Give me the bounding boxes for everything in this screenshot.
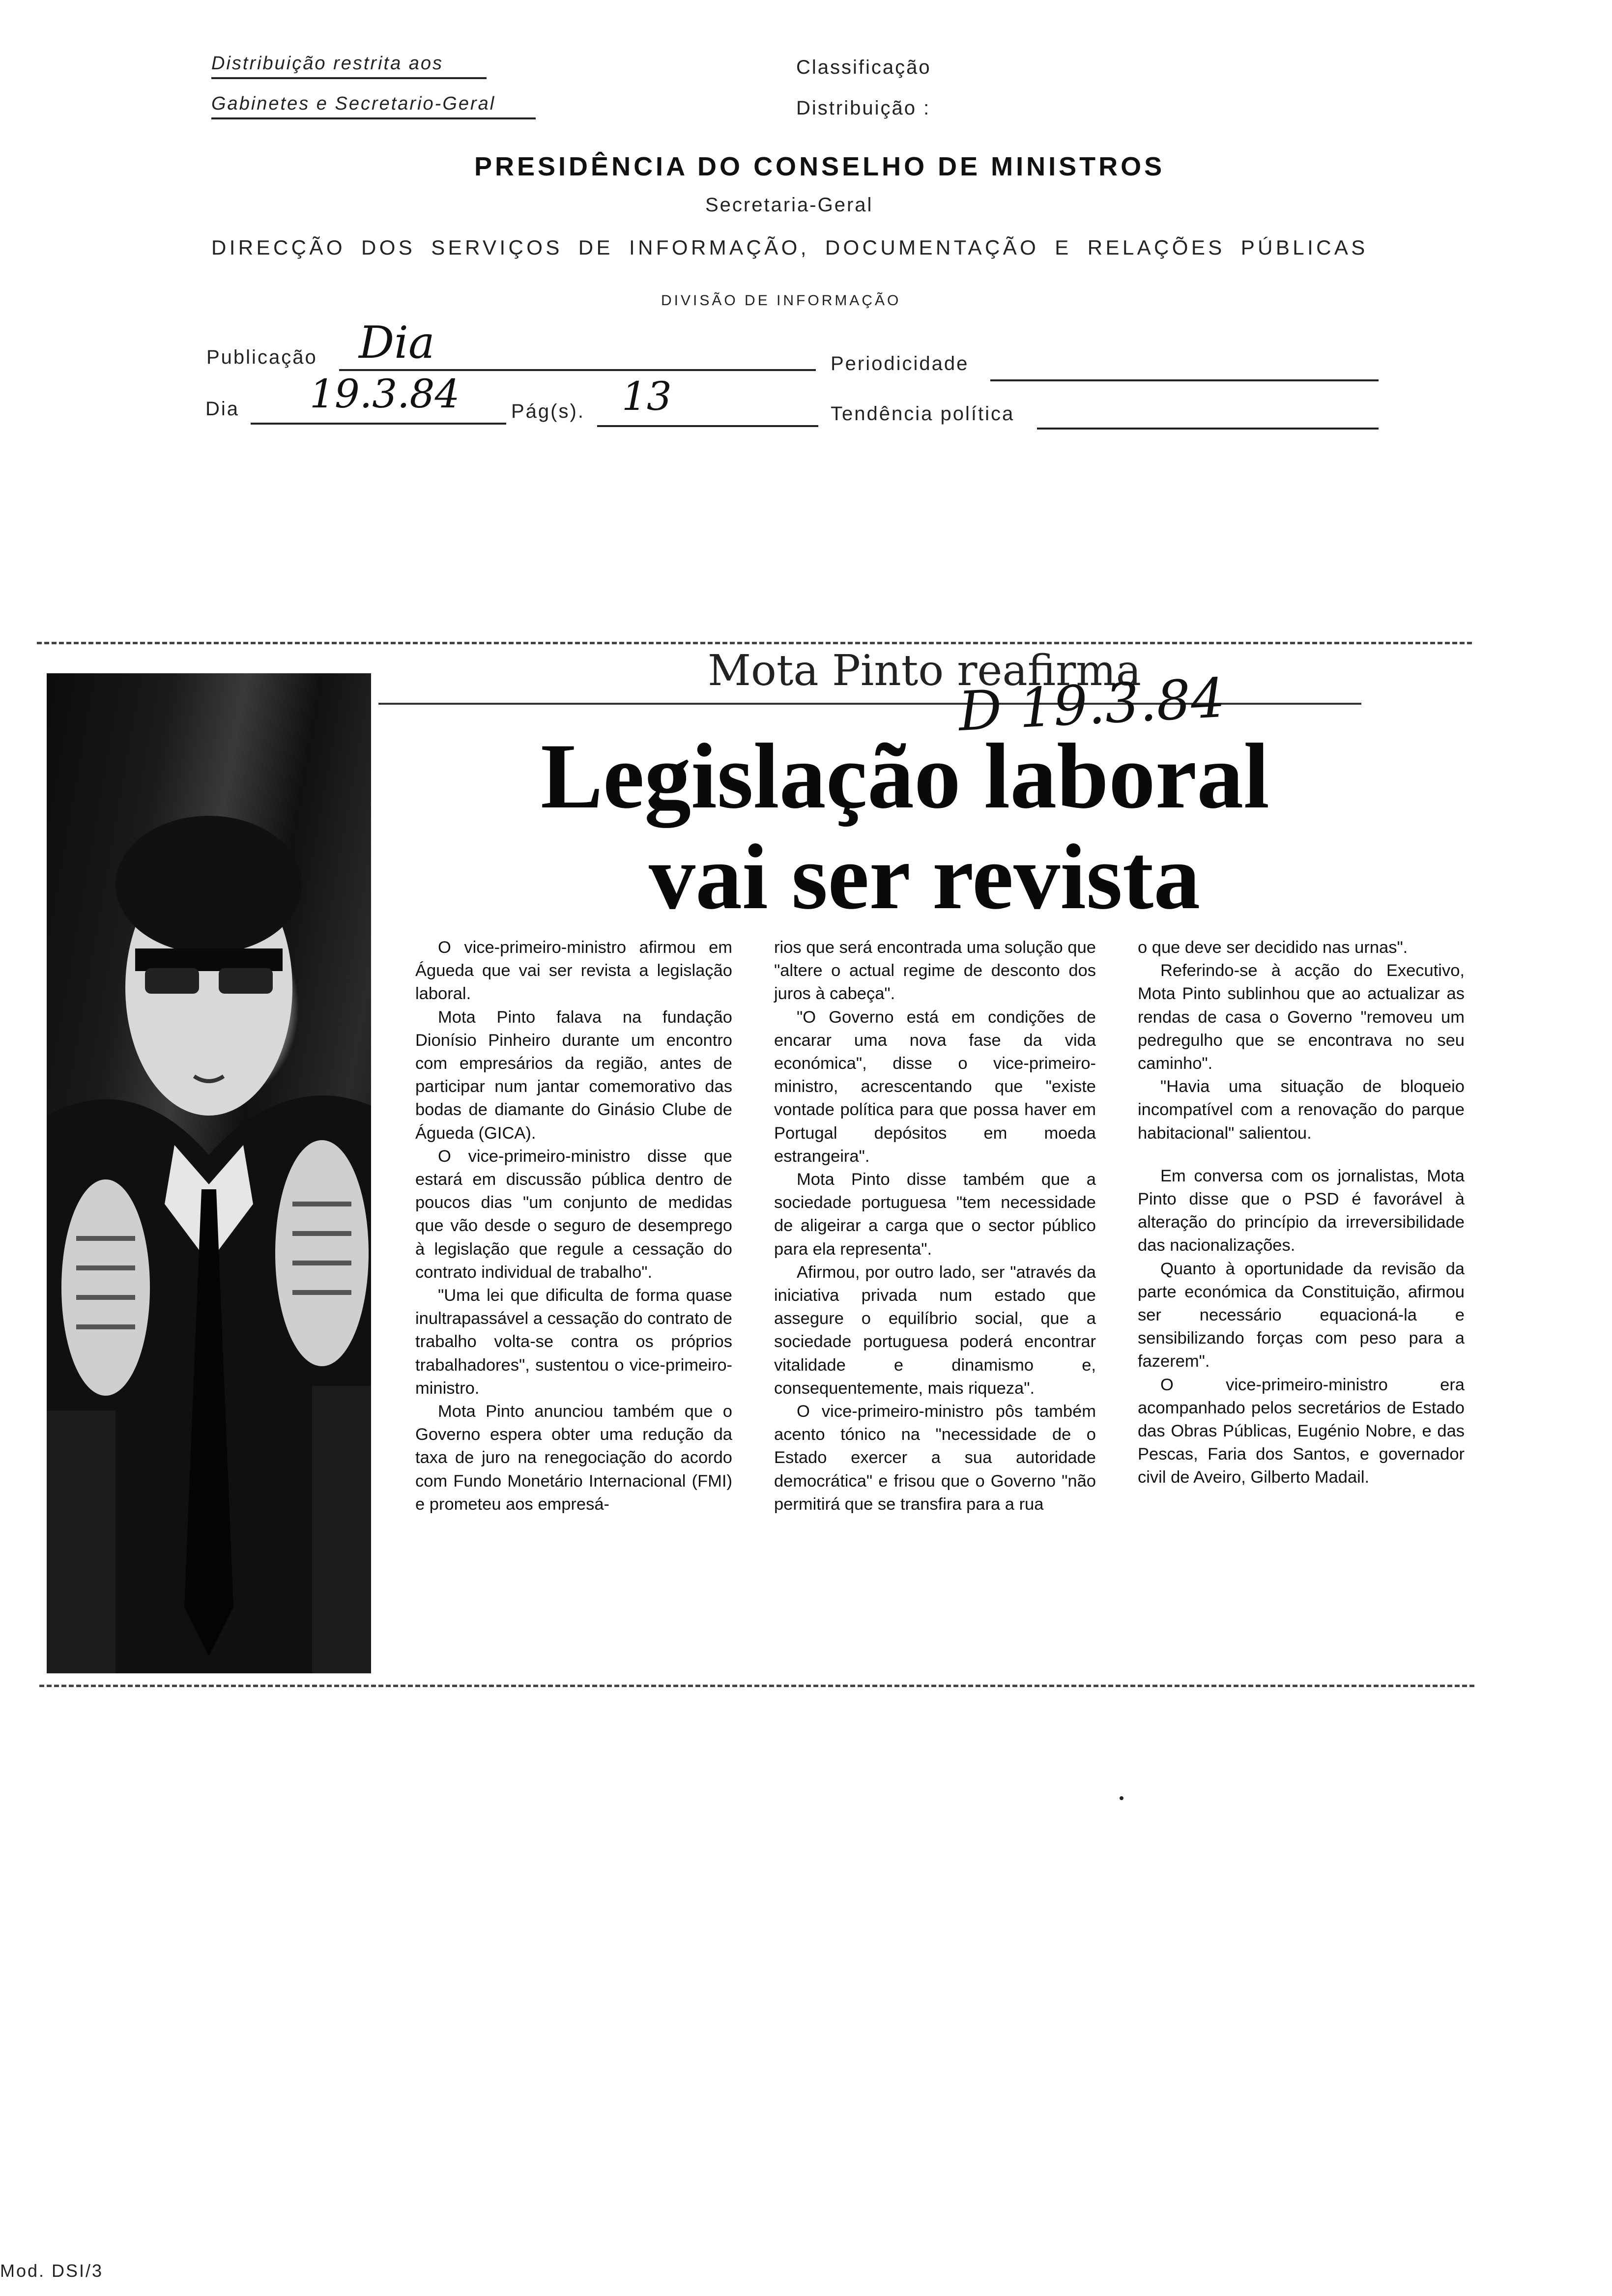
publication-value: Dia [359,317,435,369]
col1-paragraph: "Uma lei que dificulta de forma quase inultrapassável a cessação do contrato de trabalho volta-se contra os próprios trabalhadores", sustentou o vice-primeiro-ministro. [415,1286,732,1398]
periodicity-field [990,354,1379,381]
secretariat: Secretaria-Geral [705,194,873,216]
org-title: PRESIDÊNCIA DO CONSELHO DE MINISTROS [474,152,1165,181]
col2-paragraph: rios que será encontrada uma solução que "altere o actual regime de desconto dos juros à cabeça". [774,938,1096,1004]
directorate: DIRECÇÃO DOS SERVIÇOS DE INFORMAÇÃO, DOCUMENTAÇÃO E RELAÇÕES PÚBLICAS [211,236,1368,259]
pages-field [597,373,818,427]
classification-label: Classificação [796,57,931,78]
article-headline-line1: Legislação laboral [541,725,1269,828]
col2-paragraph: Mota Pinto disse também que a sociedade portuguesa "tem necessidade de aligeirar a carga que o sector público para ela representa". [774,1170,1096,1259]
article-headline-line2: vai ser revista [649,826,1201,929]
col1-paragraph: O vice-primeiro-ministro afirmou em Águeda que vai ser revista a legislação laboral. [415,938,732,1004]
publication-field [339,317,816,371]
col1-paragraph: Mota Pinto anunciou também que o Governo espera obter uma redução da taxa de juro na renegociação do acordo com Fundo Monetário Internacional (FMI) e prometeu aos empresá- [415,1402,732,1514]
col3-paragraph: Referindo-se à acção do Executivo, Mota Pinto sublinhou que ao actualizar as rendas de casa o Governo "removeu um pedregulho que se encontrava no seu caminho". [1138,961,1465,1073]
portrait-photo [47,673,371,1673]
col3-paragraph: o que deve ser decidido nas urnas". [1138,938,1408,957]
day-label: Dia [205,398,240,420]
pages-label: Pág(s). [511,401,585,422]
article-kicker: Mota Pinto reafirma [708,646,1142,695]
periodicity-label: Periodicidade [831,353,969,374]
political-tendency-label: Tendência política [831,403,1015,425]
article-column-3 [1138,936,1465,1490]
political-tendency-field [1037,404,1379,430]
col2-paragraph: "O Governo está em condições de encarar uma nova fase da vida económica", disse o vice-primeiro-ministro, acrescentando que "existe vontade política para que possa haver em Portugal depósitos em moeda estrangeira". [774,1007,1096,1166]
day-value: 19.3.84 [310,371,460,417]
col1-paragraph: Mota Pinto falava na fundação Dionísio Pinheiro durante um encontro com empresários da região, antes de participar num jantar comemorativo das bodas de diamante do Ginásio Clube de Águeda (GICA). [415,1007,732,1143]
clipping-bottom-rule [39,1685,1474,1687]
clipping-top-rule [37,642,1472,644]
col1-paragraph: O vice-primeiro-ministro disse que estará em discussão pública dentro de poucos dias "um conjunto de medidas que vão desde o seguro de desemprego à legislação que regule a cessação do contrato individual de trabalho". [415,1147,732,1282]
day-field [251,371,506,425]
article-column-2 [774,936,1096,1516]
form-code: Mod. DSI/3 [0,2261,104,2281]
col2-paragraph: Afirmou, por outro lado, ser "através da iniciativa privada num estado que assegure o equilíbrio social, que a sociedade portuguesa poderá encontrar vitalidade e dinamismo e, consequentemente, mais riqueza". [774,1263,1096,1398]
clipping-date-stamp: D 19.3.84 [957,666,1227,744]
col3-paragraph: O vice-primeiro-ministro era acompanhado pelos secretários de Estado das Obras Públicas, Eugénio Nobre, e das Pescas, Faria dos Santos, e governador civil de Aveiro, Gilberto Madail. [1138,1375,1465,1487]
distribution-label: Distribuição : [796,97,931,119]
publication-label: Publicação [206,346,317,368]
pages-value: 13 [622,373,672,419]
col3-paragraph: Quanto à oportunidade da revisão da parte económica da Constituição, afirmou ser necessário equacioná-la e sensibilizando forças com peso para a fazerem". [1138,1259,1465,1371]
col2-paragraph: O vice-primeiro-ministro pôs também acento tónico na "necessidade de o Estado exercer a sua autoridade democrática" e frisou que o Governo "não permitirá que se transfira para a rua [774,1402,1096,1514]
distribution-note-line1: Distribuição restrita aos [211,53,487,79]
division: DIVISÃO DE INFORMAÇÃO [661,292,901,309]
col3-paragraph: Em conversa com os jornalistas, Mota Pinto disse que o PSD é favorável à alteração do princípio da irreversibilidade das nacionalizações. [1138,1166,1465,1255]
article-column-1 [415,936,732,1516]
stray-mark [1120,1796,1123,1800]
col3-paragraph: "Havia uma situação de bloqueio incompatível com a renovação do parque habitacional" salientou. [1138,1077,1465,1143]
distribution-note-line2: Gabinetes e Secretario-Geral [211,93,536,119]
portrait-figure [47,673,371,1673]
